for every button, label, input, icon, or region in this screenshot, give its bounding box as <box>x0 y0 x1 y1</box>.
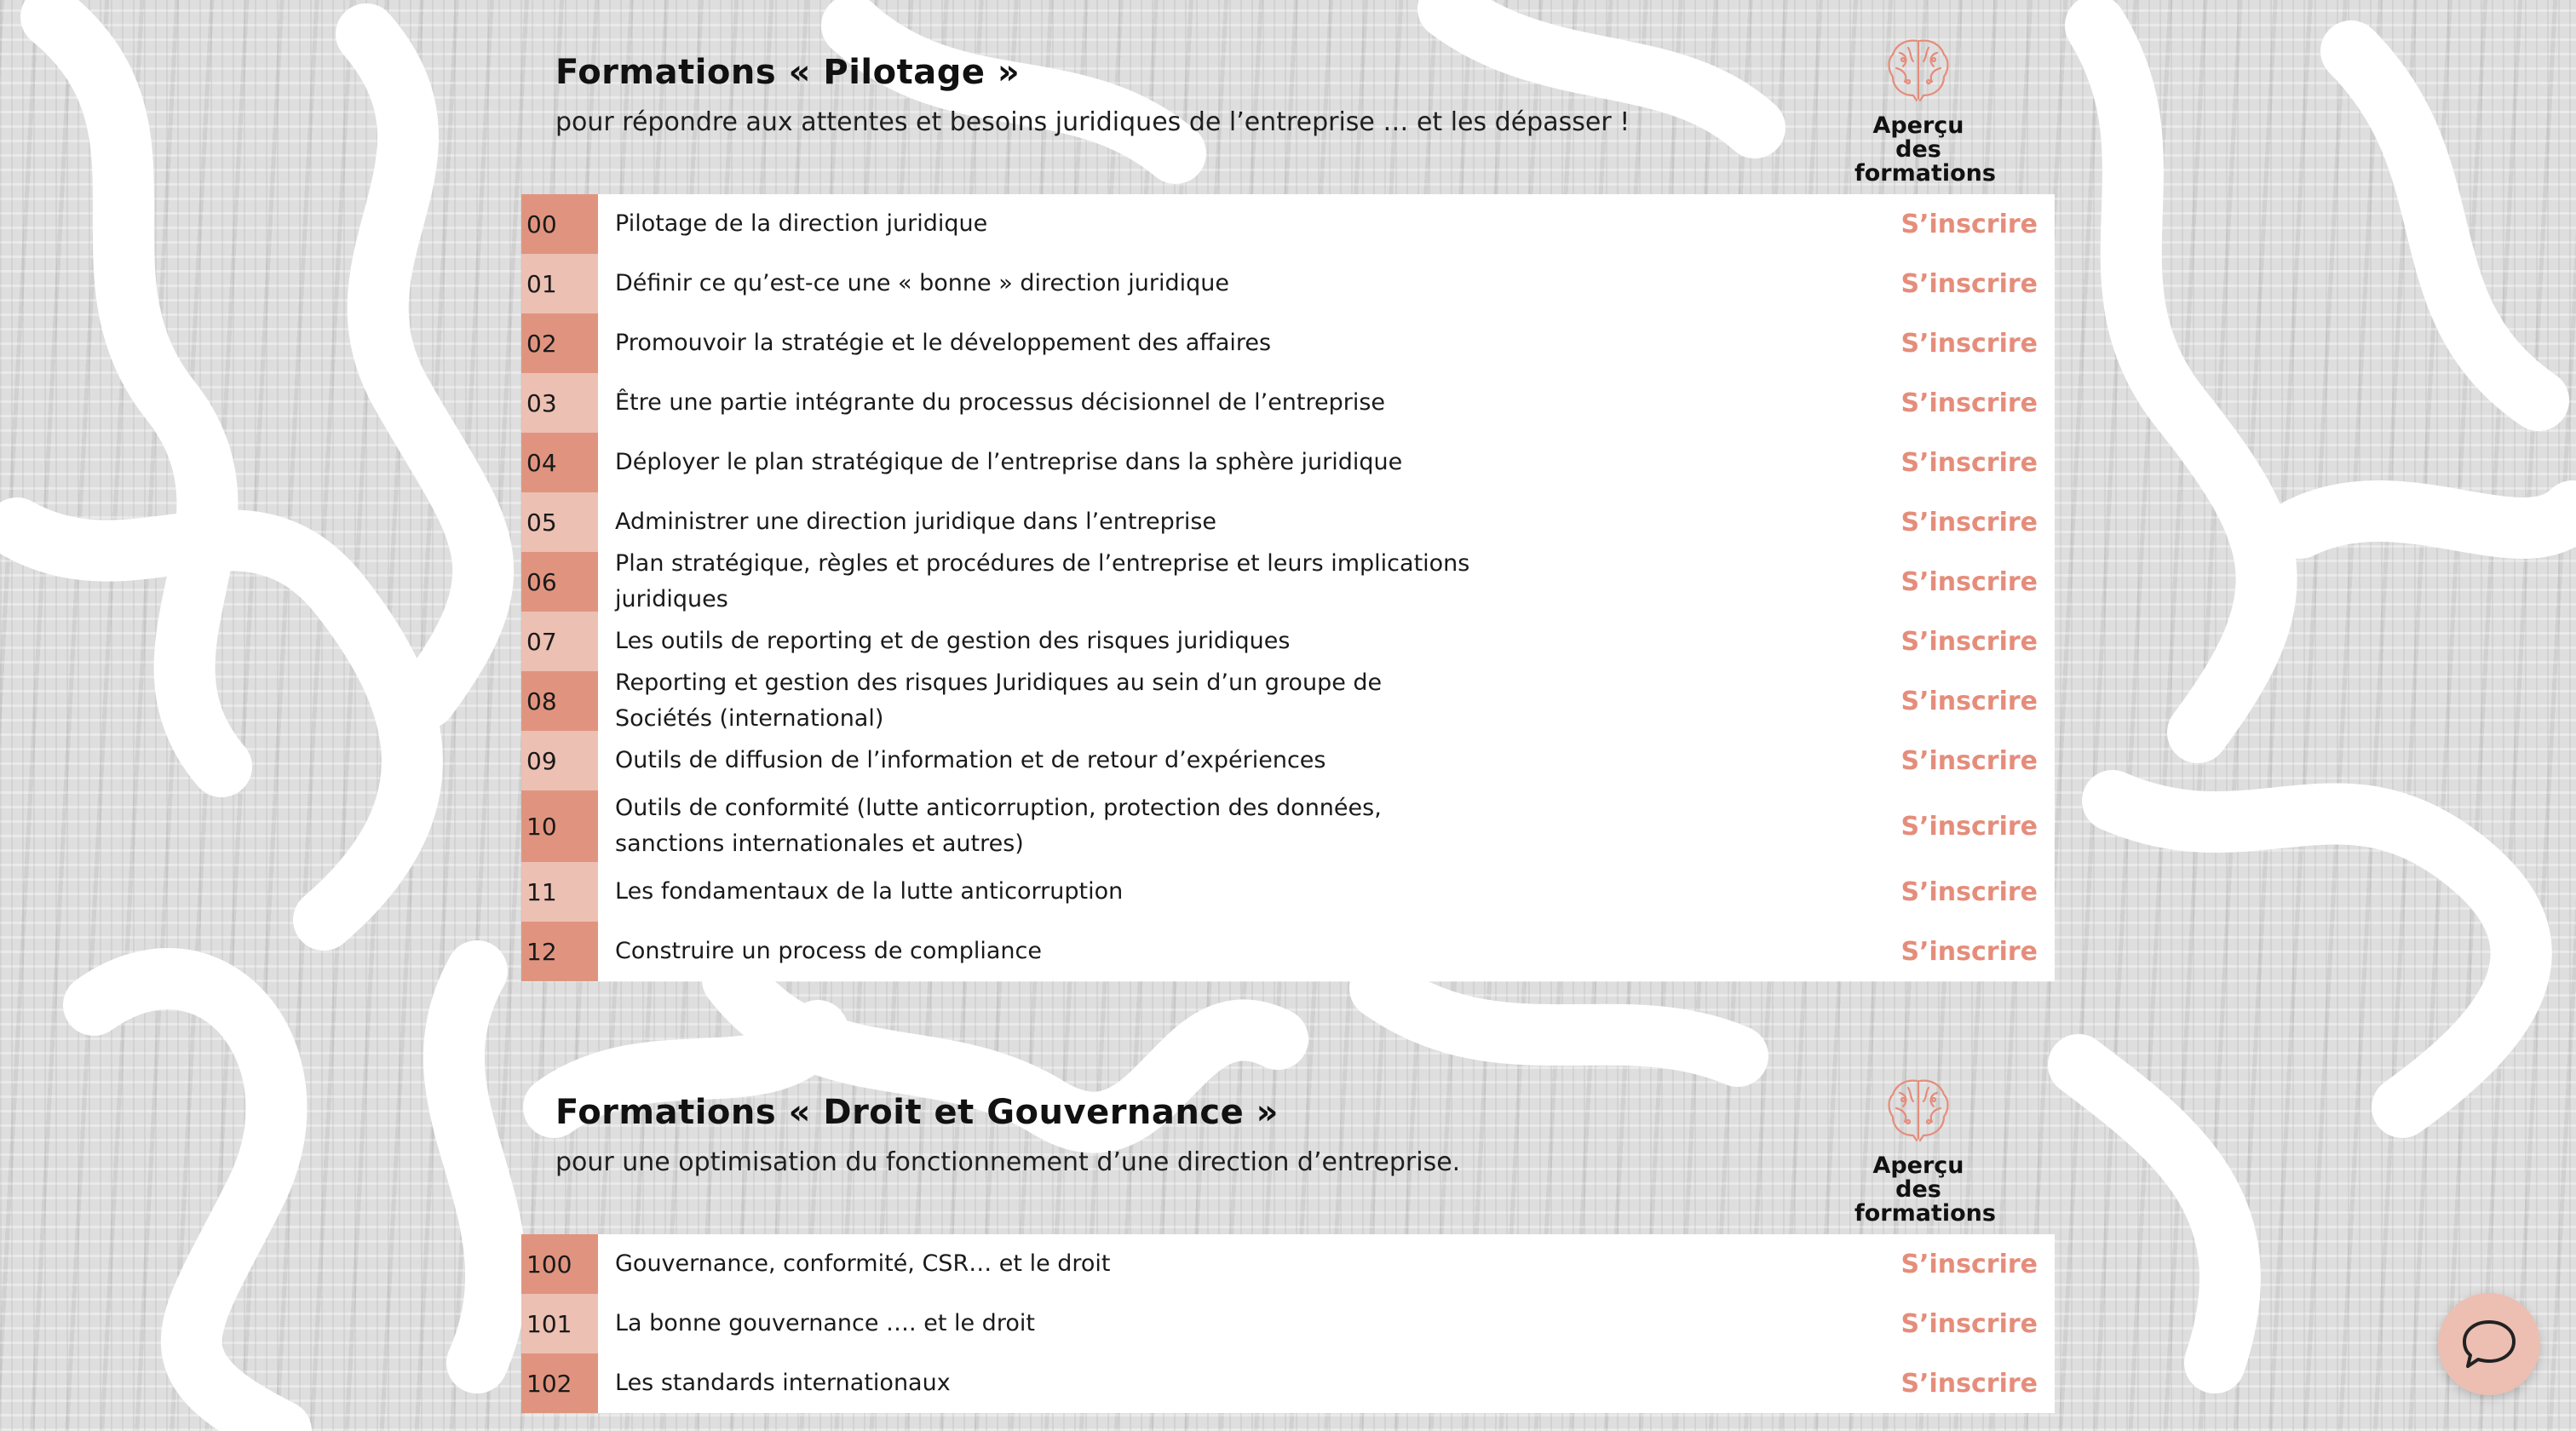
row-number: 06 <box>521 552 598 612</box>
row-number: 00 <box>521 194 598 254</box>
section-header <box>521 10 2055 194</box>
row-number: 02 <box>521 313 598 373</box>
table-row <box>521 1353 2055 1413</box>
row-number: 100 <box>521 1234 598 1294</box>
signup-link[interactable]: S’inscrire <box>1900 447 2038 478</box>
table-row <box>521 552 2055 612</box>
row-number: 07 <box>521 612 598 671</box>
table-row <box>521 254 2055 313</box>
row-label: Promouvoir la stratégie et le développement des affaires <box>615 330 1272 356</box>
preview-label: Aperçu des formations <box>1854 112 1996 187</box>
row-label: Administrer une direction juridique dans l’entreprise <box>615 509 1217 535</box>
row-label: Les fondamentaux de la lutte anticorruption <box>615 878 1124 905</box>
brain-icon <box>1883 34 1954 106</box>
row-number: 10 <box>521 790 598 862</box>
table-row <box>521 433 2055 492</box>
formations-list <box>521 1234 2055 1413</box>
table-row <box>521 731 2055 790</box>
table-row <box>521 922 2055 981</box>
row-number: 05 <box>521 492 598 552</box>
signup-link[interactable]: S’inscrire <box>1900 745 2038 776</box>
signup-link[interactable]: S’inscrire <box>1900 328 2038 359</box>
signup-link[interactable]: S’inscrire <box>1900 936 2038 967</box>
signup-link[interactable]: S’inscrire <box>1900 1308 2038 1339</box>
signup-link[interactable]: S’inscrire <box>1900 876 2038 907</box>
row-number: 11 <box>521 862 598 922</box>
section-title: Formations « Pilotage » <box>555 53 1021 92</box>
row-number: 09 <box>521 731 598 790</box>
table-row <box>521 671 2055 731</box>
brain-icon <box>1883 1074 1954 1146</box>
row-label: Pilotage de la direction juridique <box>615 210 988 237</box>
table-row <box>521 1294 2055 1353</box>
preview-label: Aperçu des formations <box>1854 1152 1996 1227</box>
row-label: Gouvernance, conformité, CSR… et le droit <box>615 1250 1111 1277</box>
signup-link[interactable]: S’inscrire <box>1900 566 2038 597</box>
table-row <box>521 313 2055 373</box>
preview-formations-link[interactable] <box>1854 34 1996 187</box>
row-label: Plan stratégique, règles et procédures de l’entreprise et leurs implications juridiques <box>615 550 1470 612</box>
row-label: Reporting et gestion des risques Juridiques au sein d’un groupe de Sociétés (international) <box>615 670 1383 732</box>
row-label: Outils de conformité (lutte anticorruption, protection des données, sanctions internationales et autres) <box>615 795 1382 857</box>
table-row <box>521 492 2055 552</box>
table-row <box>521 612 2055 671</box>
row-number: 12 <box>521 922 598 981</box>
row-number: 08 <box>521 671 598 731</box>
table-row <box>521 194 2055 254</box>
row-label: Être une partie intégrante du processus décisionnel de l’entreprise <box>615 389 1386 416</box>
section-droit-gouvernance <box>521 1050 2055 1413</box>
table-row <box>521 790 2055 862</box>
formations-list <box>521 194 2055 981</box>
row-label: Outils de diffusion de l’information et de retour d’expériences <box>615 747 1326 773</box>
signup-link[interactable]: S’inscrire <box>1900 268 2038 299</box>
signup-link[interactable]: S’inscrire <box>1900 1249 2038 1279</box>
table-row <box>521 1234 2055 1294</box>
row-label: Les standards internationaux <box>615 1370 951 1396</box>
signup-link[interactable]: S’inscrire <box>1900 1368 2038 1399</box>
row-number: 01 <box>521 254 598 313</box>
table-row <box>521 862 2055 922</box>
row-label: Construire un process de compliance <box>615 938 1042 964</box>
signup-link[interactable]: S’inscrire <box>1900 686 2038 716</box>
row-number: 101 <box>521 1294 598 1353</box>
row-label: La bonne gouvernance …. et le droit <box>615 1310 1035 1336</box>
table-row <box>521 373 2055 433</box>
row-label: Les outils de reporting et de gestion des risques juridiques <box>615 628 1291 654</box>
signup-link[interactable]: S’inscrire <box>1900 626 2038 657</box>
section-title: Formations « Droit et Gouvernance » <box>555 1093 1279 1132</box>
preview-formations-link[interactable] <box>1854 1074 1996 1227</box>
row-label: Définir ce qu’est-ce une « bonne » direction juridique <box>615 270 1229 296</box>
section-pilotage <box>521 10 2055 981</box>
section-subtitle: pour une optimisation du fonctionnement d’une direction d’entreprise. <box>555 1147 1461 1177</box>
section-subtitle: pour répondre aux attentes et besoins juridiques de l’entreprise … et les dépasser ! <box>555 107 1630 137</box>
row-label: Déployer le plan stratégique de l’entreprise dans la sphère juridique <box>615 449 1403 475</box>
row-number: 04 <box>521 433 598 492</box>
signup-link[interactable]: S’inscrire <box>1900 388 2038 418</box>
signup-link[interactable]: S’inscrire <box>1900 811 2038 842</box>
chat-bubble-icon <box>2459 1317 2519 1371</box>
signup-link[interactable]: S’inscrire <box>1900 209 2038 239</box>
chat-button[interactable] <box>2438 1293 2540 1395</box>
signup-link[interactable]: S’inscrire <box>1900 507 2038 537</box>
row-number: 102 <box>521 1353 598 1413</box>
section-header <box>521 1050 2055 1234</box>
row-number: 03 <box>521 373 598 433</box>
